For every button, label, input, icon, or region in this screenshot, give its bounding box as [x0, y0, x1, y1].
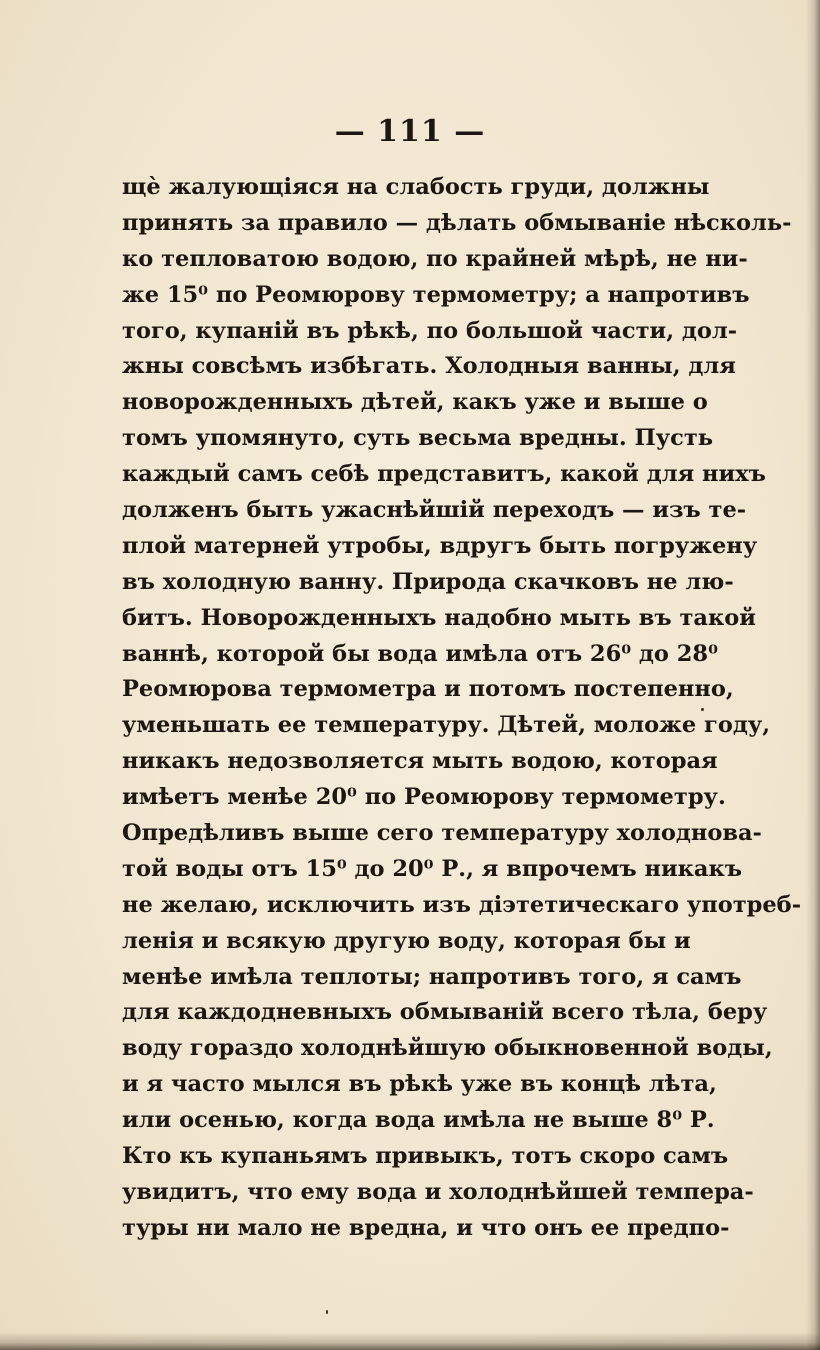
text-line: воду гораздо холоднѣйшую обыкновенной воды, — [122, 1035, 773, 1062]
text-line: менѣе имѣла теплоты; напротивъ того, я самъ — [122, 963, 742, 990]
text-line: не желаю, исключить изъ діэтетическаго употреб- — [122, 891, 802, 918]
text-line: ваннѣ, которой бы вода имѣла отъ 26⁰ до 28⁰ — [122, 640, 718, 667]
text-line: жны совсѣмъ избѣгать. Холодныя ванны, для — [122, 353, 736, 380]
text-line: туры ни мало не вредна, и что онъ ее предпо- — [122, 1214, 730, 1241]
paper-speck — [701, 708, 704, 711]
paper-speck — [326, 1310, 328, 1314]
text-line: имѣетъ менѣе 20⁰ по Реомюрову термометру. — [122, 784, 726, 811]
text-line: новорожденныхъ дѣтей, какъ уже и выше о — [122, 389, 708, 416]
text-line: въ холодную ванну. Природа скачковъ не лю- — [122, 568, 734, 595]
text-line: или осенью, когда вода имѣла не выше 8⁰ Р. — [122, 1107, 715, 1134]
page-number: — 111 — — [334, 114, 486, 149]
text-line: того, купаній въ рѣкѣ, по большой части, дол- — [122, 317, 738, 344]
page-bottom-shadow — [0, 1332, 820, 1350]
text-line: Опредѣливъ выше сего температуру холоднова- — [122, 820, 762, 847]
page-edge-shadow — [806, 0, 820, 1350]
text-line: щѐ жалующіяся на слабость груди, должны — [122, 174, 710, 200]
text-line: томъ упомянуто, суть весьма вредны. Пусть — [122, 425, 714, 452]
text-line: ленія и всякую другую воду, которая бы и — [122, 927, 691, 954]
text-line: долженъ быть ужаснѣйшій переходъ — изъ те- — [122, 497, 747, 524]
text-line: ко тепловатою водою, по крайней мѣрѣ, не ни- — [122, 245, 748, 272]
body-text — [122, 170, 802, 1247]
text-line: увидитъ, что ему вода и холоднѣйшей темпера- — [122, 1178, 754, 1205]
text-line: битъ. Новорожденныхъ надобно мыть въ такой — [122, 604, 756, 631]
text-line: уменьшать ее температуру. Дѣтей, моложе году, — [122, 712, 771, 739]
text-line: Кто къ купаньямъ привыкъ, тотъ скоро самъ — [122, 1143, 729, 1170]
text-line: принять за правило — дѣлать обмываніе нѣсколь- — [122, 209, 792, 236]
text-line: Реомюрова термометра и потомъ постепенно, — [122, 676, 734, 703]
text-line: плой матерней утробы, вдругъ быть погружену — [122, 532, 758, 559]
text-line: же 15⁰ по Реомюрову термометру; а напротивъ — [122, 281, 750, 308]
text-line: для каждодневныхъ обмываній всего тѣла, беру — [122, 999, 768, 1026]
text-line: каждый самъ себѣ представитъ, какой для нихъ — [122, 461, 766, 488]
text-line: той воды отъ 15⁰ до 20⁰ Р., я впрочемъ никакъ — [122, 855, 743, 882]
text-line: никакъ недозволяется мыть водою, которая — [122, 748, 718, 775]
text-line: и я часто мылся въ рѣкѣ уже въ концѣ лѣта, — [122, 1071, 717, 1098]
